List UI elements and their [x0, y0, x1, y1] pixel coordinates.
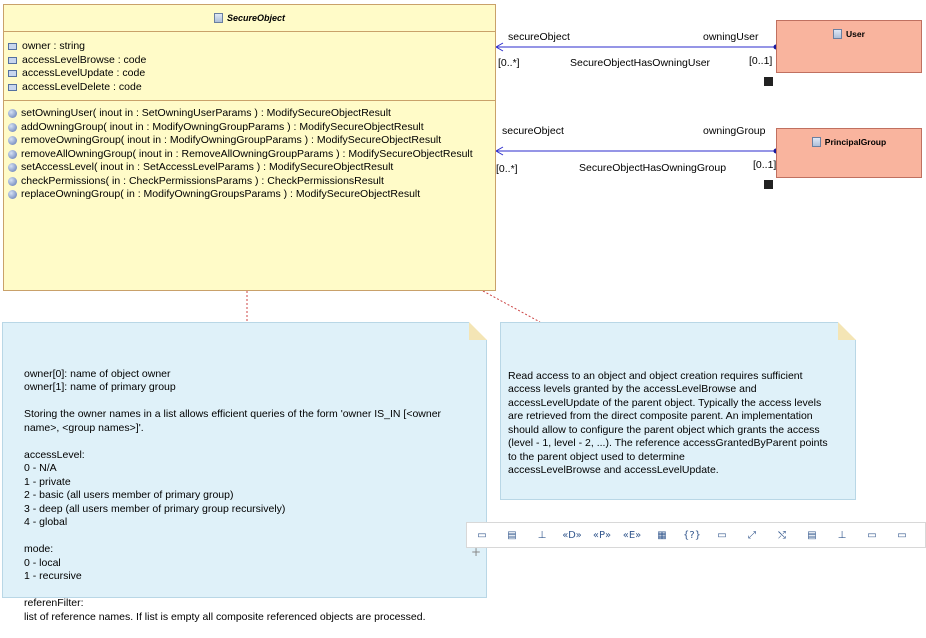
- class-icon-2: ▤: [807, 529, 817, 541]
- user-class-name: User: [846, 29, 865, 39]
- user-link-marker[interactable]: [764, 77, 773, 86]
- note-right-text: Read access to an object and object creation requires sufficient access levels granted by the accessLevelBrowse and accessLevelUpdate of the parent object. Typically the access levels are retrieved from the direct composite parent. An implementation should allow to configure the parent object which grants the access (level - 1, level - 2, ...). The reference accessGrantedByParent points to the parent object used to determine accessLevelBrowse and accessLevelUpdate.: [508, 369, 828, 476]
- port-icon-2: ⊥: [837, 529, 847, 541]
- assoc-user-source-role: secureObject: [508, 31, 570, 43]
- operation-compartment: [4, 101, 495, 202]
- class-title: [4, 5, 495, 32]
- class-icon: ▤: [507, 529, 517, 541]
- attribute-compartment: [4, 32, 495, 101]
- operation-icon: [8, 150, 17, 159]
- attribute-row[interactable]: owner : string: [8, 40, 495, 54]
- operation-row[interactable]: setOwningUser( inout in : SetOwningUserParams ) : ModifySecureObjectResult: [8, 107, 495, 121]
- toolbar-button[interactable]: [527, 524, 557, 546]
- secure-object-class[interactable]: [3, 4, 496, 291]
- assoc-group-target-role: owningGroup: [703, 125, 766, 137]
- attribute-row[interactable]: accessLevelBrowse : code: [8, 54, 495, 68]
- toolbar-button[interactable]: [647, 524, 677, 546]
- add-icon[interactable]: +: [471, 545, 482, 559]
- operation-icon: [8, 136, 17, 145]
- user-class-title: [777, 21, 921, 47]
- toolbar-button[interactable]: [767, 524, 797, 546]
- enum-icon: «E»: [622, 529, 642, 541]
- class-icon: [812, 137, 821, 147]
- toolbar-button[interactable]: [797, 524, 827, 546]
- note-fold-corner: [469, 322, 487, 340]
- note-fold-corner: [838, 322, 856, 340]
- operation-row[interactable]: setAccessLevel( inout in : SetAccessLevelParams ) : ModifySecureObjectResult: [8, 161, 495, 175]
- note-left[interactable]: [2, 322, 487, 623]
- class-icon: [833, 29, 842, 39]
- attribute-icon: [8, 84, 17, 91]
- attribute-icon: [8, 43, 17, 50]
- assoc-group-source-role: secureObject: [502, 125, 564, 137]
- principal-group-title: [777, 129, 921, 155]
- toolbar-button[interactable]: [677, 524, 707, 546]
- assoc-user-name: SecureObjectHasOwningUser: [570, 57, 711, 69]
- toolbar-button[interactable]: [497, 524, 527, 546]
- attribute-row[interactable]: accessLevelUpdate : code: [8, 67, 495, 81]
- connector-icon: ⤢: [748, 529, 756, 541]
- operation-icon: [8, 109, 17, 118]
- primitive-icon: «P»: [592, 529, 612, 541]
- datatype-icon: «D»: [562, 529, 582, 541]
- assoc-user-target-role: owningUser: [703, 31, 759, 43]
- class-icon: [214, 13, 223, 23]
- toolbar-button[interactable]: [467, 524, 497, 546]
- attribute-row[interactable]: accessLevelDelete : code: [8, 81, 495, 95]
- toolbar-button[interactable]: [827, 524, 857, 546]
- toolbar-button[interactable]: [617, 524, 647, 546]
- folder-icon: ▭: [867, 529, 877, 541]
- toolbar-button[interactable]: [887, 524, 917, 546]
- port-icon: ⊥: [537, 529, 547, 541]
- diagram-icon: ▭: [897, 529, 907, 541]
- operation-icon: [8, 123, 17, 132]
- toolbar-button[interactable]: [587, 524, 617, 546]
- note-right-connector: [483, 291, 540, 322]
- class-name: SecureObject: [226, 13, 286, 23]
- assoc-group-source-multiplicity: [0..*]: [496, 163, 518, 175]
- principal-group-class[interactable]: [776, 128, 922, 178]
- toolbar-button[interactable]: [857, 524, 887, 546]
- association-icon: ⤭: [778, 529, 786, 541]
- principal-group-link-marker[interactable]: [764, 180, 773, 189]
- assoc-group-target-multiplicity: [0..1]: [753, 159, 777, 171]
- palette-toolbar: [466, 522, 926, 548]
- operation-row[interactable]: removeOwningGroup( inout in : ModifyOwningGroupParams ) : ModifySecureObjectResult: [8, 134, 495, 148]
- assoc-user-source-multiplicity: [0..*]: [498, 57, 520, 69]
- operation-icon: [8, 163, 17, 172]
- operation-icon: [8, 190, 17, 199]
- attribute-icon: [8, 70, 17, 77]
- toolbar-button[interactable]: [737, 524, 767, 546]
- operation-row[interactable]: replaceOwningGroup( in : ModifyOwningGroupsParams ) : ModifySecureObjectResult: [8, 188, 495, 202]
- operation-row[interactable]: checkPermissions( in : CheckPermissionsParams ) : CheckPermissionsResult: [8, 175, 495, 189]
- operation-row[interactable]: removeAllOwningGroup( inout in : RemoveAllOwningGroupParams ) : ModifySecureObjectResult: [8, 148, 495, 162]
- attribute-icon: [8, 57, 17, 64]
- operation-row[interactable]: addOwningGroup( inout in : ModifyOwningGroupParams ) : ModifySecureObjectResult: [8, 121, 495, 135]
- note-right[interactable]: [500, 322, 856, 500]
- user-class[interactable]: [776, 20, 922, 73]
- note-icon: ▭: [717, 529, 727, 541]
- principal-group-name: PrincipalGroup: [824, 137, 887, 147]
- interface-icon: ▦: [657, 529, 667, 541]
- toolbar-button[interactable]: [557, 524, 587, 546]
- assoc-group-name: SecureObjectHasOwningGroup: [579, 162, 727, 174]
- toolbar-button[interactable]: [707, 524, 737, 546]
- constraint-icon: {?}: [682, 529, 702, 541]
- operation-icon: [8, 177, 17, 186]
- assoc-user-target-multiplicity: [0..1]: [749, 55, 773, 67]
- package-icon: ▭: [477, 529, 487, 541]
- note-left-text: owner[0]: name of object owner owner[1]: name of primary group Storing the owner names in a list allows efficient queries of the form 'owner IS_IN [<owner name>, <group names>]'. accessLevel: 0 - N/A 1 - private 2 - basic (all users member of primary group) 3 - deep (all users member of primary group recursively) 4 - global mode: 0 - local 1 - recursive referenFilter: list of reference names. If list is empty all composite referenced objects are processed.: [24, 367, 442, 623]
